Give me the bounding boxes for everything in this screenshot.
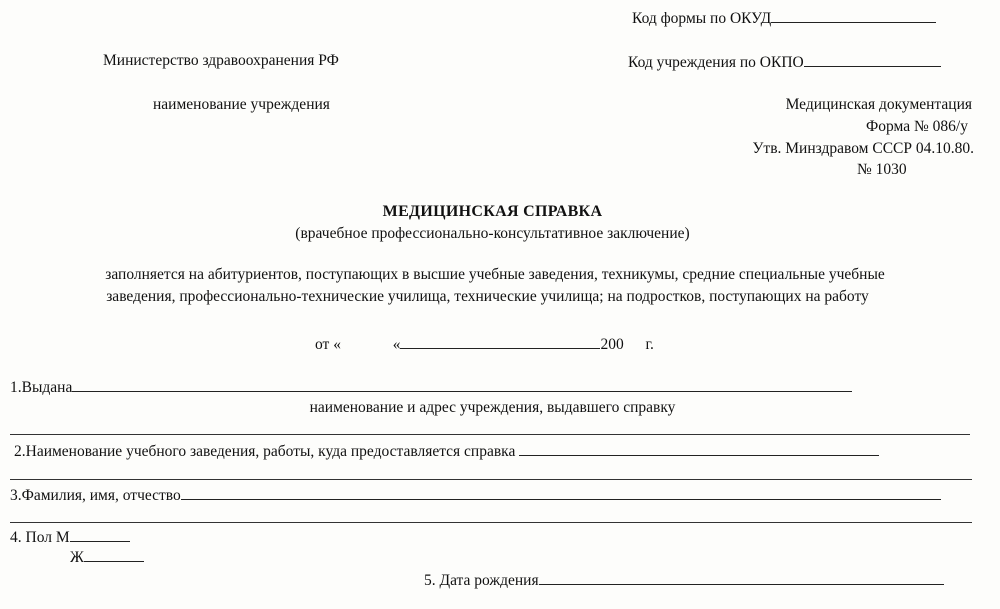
fullname-label: 3.Фамилия, имя, отчество xyxy=(10,487,181,504)
med-doc-label: Медицинская документация xyxy=(785,96,972,113)
birthdate-field xyxy=(424,570,944,590)
document-subtitle: (врачебное профессионально-консультативное заключение) xyxy=(295,225,690,242)
approved-by: Утв. Минздравом СССР 04.10.80. xyxy=(752,140,974,157)
birthdate-input-line[interactable] xyxy=(539,570,944,585)
sex-male-field xyxy=(10,527,130,547)
order-number: № 1030 xyxy=(857,161,907,178)
date-suffix: г. xyxy=(645,336,654,353)
sex-female-label: Ж xyxy=(70,549,84,566)
birthdate-label: 5. Дата рождения xyxy=(424,572,539,589)
destination-extra-line[interactable] xyxy=(10,479,972,480)
fullname-extra-line[interactable] xyxy=(10,522,972,523)
ministry-name: Министерство здравоохранения РФ xyxy=(103,52,339,69)
issued-field xyxy=(10,377,852,397)
sex-label: 4. Пол М xyxy=(10,529,70,546)
date-prefix: от « xyxy=(315,336,341,353)
sex-female-field xyxy=(70,547,144,567)
date-quote: « xyxy=(392,336,401,353)
sex-female-input-line[interactable] xyxy=(84,547,144,562)
okud-field xyxy=(632,8,936,28)
fullname-field xyxy=(10,485,941,505)
institution-name-label: наименование учреждения xyxy=(153,96,330,113)
issued-caption: наименование и адрес учреждения, выдавшего справку xyxy=(309,399,676,416)
form-number: Форма № 086/у xyxy=(866,118,968,135)
destination-label: 2.Наименование учебного заведения, работы, куда предоставляется справка xyxy=(14,443,516,460)
issued-extra-line[interactable] xyxy=(10,434,970,435)
destination-input-line[interactable] xyxy=(519,441,879,456)
description-line-2: заведения, профессионально-технические училища, технические училища; на подростков, поступающих на работу xyxy=(106,288,869,305)
okpo-field xyxy=(628,52,941,72)
okud-input-line[interactable] xyxy=(771,8,936,23)
document-title: МЕДИЦИНСКАЯ СПРАВКА xyxy=(382,203,603,220)
date-line xyxy=(315,334,654,354)
date-month-input-line[interactable] xyxy=(400,334,600,349)
date-year: 200 xyxy=(600,336,624,353)
fullname-input-line[interactable] xyxy=(181,485,941,500)
okpo-label: Код учреждения по ОКПО xyxy=(628,54,804,71)
sex-male-input-line[interactable] xyxy=(70,527,130,542)
okpo-input-line[interactable] xyxy=(804,52,941,67)
issued-input-line[interactable] xyxy=(72,377,852,392)
okud-label: Код формы по ОКУД xyxy=(632,10,772,27)
issued-label: 1.Выдана xyxy=(10,379,73,396)
description-line-1: заполняется на абитуриентов, поступающих в высшие учебные заведения, техникумы, средние специальные учебные xyxy=(105,266,885,283)
destination-field xyxy=(14,441,879,461)
